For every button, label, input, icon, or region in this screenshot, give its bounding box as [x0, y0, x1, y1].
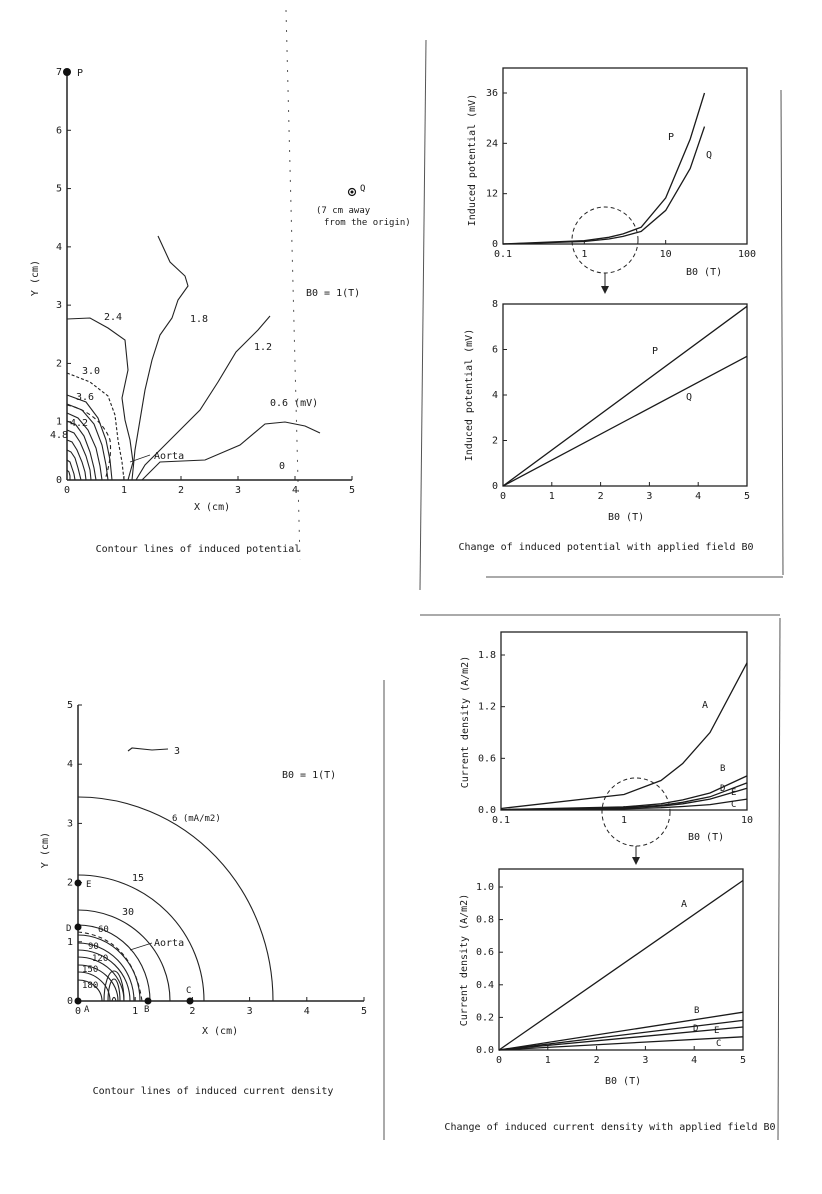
- c1-point-label-c: C: [186, 986, 192, 996]
- c1-ytick-label: 3: [66, 818, 73, 830]
- p3-caption: Change of induced potential with applied field B0: [458, 542, 754, 553]
- c1-xtick-label: 1: [132, 1006, 139, 1017]
- point-p-marker: [63, 68, 71, 76]
- contour-label-4-8: 4.8: [50, 430, 69, 441]
- contour-label-1-2: 1.2: [254, 342, 273, 353]
- p3-ytick-label: 2: [491, 435, 498, 447]
- p1-ytick-label: 4: [55, 241, 62, 253]
- p3-ytick-label: 4: [491, 390, 498, 401]
- series-line-q: [503, 356, 747, 486]
- series-line-a: [501, 663, 747, 809]
- c2-ytick-label: 0.0: [477, 805, 496, 816]
- p2-series-label-q: Q: [706, 150, 713, 161]
- c1-point-label-b: B: [144, 1005, 150, 1015]
- p1-ytick-label: 2: [55, 358, 62, 370]
- c2-ytick-label: 1.8: [477, 650, 496, 661]
- c2-y-label: Current density (A/m2): [460, 655, 471, 789]
- c2-xtick-label: 1: [620, 815, 628, 826]
- series-line-p: [503, 93, 705, 244]
- contour-label-1-8: 1.8: [190, 314, 209, 325]
- c1-xtick-label: 5: [360, 1006, 368, 1017]
- c1-point-c: [187, 998, 194, 1005]
- c2-label-d: D: [720, 784, 726, 794]
- point-q-label: Q: [360, 184, 366, 194]
- c3-xtick-label: 0: [495, 1055, 503, 1066]
- current-log-plot: [460, 632, 753, 865]
- p3-ytick-label: 8: [491, 299, 498, 310]
- p1-ytick-label: 1: [55, 416, 62, 428]
- p1-y-label: Y (cm): [30, 259, 41, 297]
- series-line-d: [501, 783, 747, 810]
- p3-ytick-label: 0: [491, 481, 498, 492]
- c1-field-label: B0 = 1(T): [282, 770, 337, 781]
- c3-ytick-label: 1.0: [475, 882, 494, 893]
- c1-point-label-e: E: [86, 880, 92, 890]
- point-q-dot: [351, 191, 354, 194]
- p3-series: [503, 306, 747, 486]
- c1-label-15: 15: [132, 873, 145, 884]
- p3-xtick-label: 1: [548, 491, 555, 502]
- p2-x-label: B0 (T): [686, 267, 723, 278]
- contour-label-2-4: 2.4: [104, 312, 123, 323]
- p1-xtick-label: 2: [177, 485, 185, 496]
- contour-label-0-6: 0.6 (mV): [270, 398, 319, 409]
- p1-ytick-label: 3: [55, 300, 62, 312]
- c3-ytick-label: 0.8: [475, 914, 494, 926]
- p1-xtick-label: 3: [234, 485, 242, 496]
- p3-y-label: Induced potential (mV): [464, 328, 475, 462]
- p3-series-label-p: P: [652, 346, 659, 357]
- c3-y-label: Current density (A/m2): [459, 893, 470, 1027]
- c3-x-label: B0 (T): [605, 1076, 642, 1087]
- c2-series: [501, 663, 747, 810]
- c3-ytick-label: 0.2: [475, 1012, 494, 1024]
- p1-xtick-label: 1: [120, 485, 128, 496]
- c1-label-120: 120: [92, 954, 109, 964]
- current-contour-plot: [40, 700, 367, 1097]
- c1-label-180: 180: [82, 981, 99, 991]
- c3-label-c: C: [716, 1039, 722, 1049]
- c3-xtick-label: 3: [642, 1055, 649, 1066]
- c3-label-b: B: [694, 1006, 700, 1016]
- c1-point-d: [75, 924, 82, 931]
- c1-point-b: [145, 998, 152, 1005]
- p1-field-label: B0 = 1(T): [306, 288, 361, 299]
- c3-series: [499, 881, 743, 1051]
- c1-label-150: 150: [82, 965, 99, 975]
- c3-label-d: D: [693, 1024, 699, 1034]
- p1-ytick-label: 6: [55, 125, 62, 137]
- c1-aorta-pointer: [130, 943, 152, 950]
- c1-label-90: 90: [88, 942, 99, 952]
- c2-xtick-label: 10: [740, 815, 754, 826]
- c3-xtick-label: 1: [544, 1055, 551, 1066]
- c3-label-e: E: [714, 1026, 720, 1036]
- p3-series-label-q: Q: [686, 392, 693, 403]
- p2-series-label-p: P: [668, 132, 675, 143]
- p1-xtick-label: 0: [63, 485, 71, 496]
- c2-frame: [501, 632, 747, 810]
- p2-xtick-label: 0.1: [493, 249, 513, 260]
- c1-point-label-a: A: [84, 1005, 90, 1015]
- aorta-label: Aorta: [154, 451, 185, 462]
- c1-ytick-label: 4: [66, 759, 73, 771]
- contour-label-4-2: 4.2: [70, 418, 89, 429]
- q-note-2: from the origin): [324, 218, 411, 228]
- p1-ticks: [56, 67, 355, 496]
- point-p-label: P: [77, 68, 84, 79]
- c1-ytick-label: 5: [66, 700, 73, 711]
- c1-x-label: X (cm): [202, 1026, 239, 1037]
- c1-y-label: Y (cm): [40, 831, 51, 869]
- p2-ytick-label: 36: [485, 88, 498, 99]
- c3-label-a: A: [681, 899, 688, 910]
- p2-zoom-arrowhead: [601, 286, 609, 294]
- c2-ticks: [478, 650, 753, 826]
- c2-zoom-arrowhead: [632, 857, 640, 865]
- c3-caption: Change of induced current density with applied field B0: [444, 1122, 776, 1133]
- c2-ytick-label: 1.2: [477, 701, 496, 713]
- p2-xtick-label: 1: [581, 249, 588, 260]
- c2-label-e: E: [731, 788, 737, 798]
- c1-point-label-d: D: [66, 924, 72, 934]
- c1-point-e: [75, 880, 82, 887]
- p3-xtick-label: 3: [646, 491, 653, 502]
- c1-xtick-label: 4: [303, 1006, 310, 1017]
- current-linear-plot: [444, 869, 775, 1133]
- p3-xtick-label: 4: [695, 491, 702, 502]
- c1-xtick-label: 3: [246, 1006, 253, 1017]
- c2-x-label: B0 (T): [688, 832, 725, 843]
- c1-ytick-label: 1: [66, 936, 73, 948]
- c2-xtick-label: 0.1: [491, 815, 511, 826]
- c2-label-c: C: [731, 800, 737, 810]
- c3-frame: [499, 869, 743, 1050]
- p1-x-label: X (cm): [194, 502, 231, 513]
- c2-label-a: A: [702, 700, 709, 711]
- c1-label-3: 3: [174, 746, 181, 757]
- p3-xtick-label: 5: [743, 491, 751, 502]
- frame-lines: [286, 10, 783, 1140]
- p3-ytick-label: 6: [491, 344, 498, 356]
- c1-ytick-label: 0: [66, 996, 73, 1007]
- contour-label-3-0: 3.0: [82, 366, 101, 377]
- potential-linear-plot: [458, 299, 753, 553]
- series-line-q: [503, 127, 705, 244]
- p2-ytick-label: 12: [485, 188, 498, 200]
- p1-ytick-label: 5: [55, 183, 62, 195]
- c3-ytick-label: 0.6: [475, 947, 494, 959]
- c1-caption: Contour lines of induced current density: [92, 1086, 334, 1097]
- c1-xtick-label: 2: [189, 1006, 196, 1017]
- series-line-p: [503, 306, 747, 486]
- c2-label-b: B: [720, 764, 726, 774]
- p1-caption: Contour lines of induced potential: [95, 544, 301, 555]
- c3-xtick-label: 2: [593, 1055, 600, 1066]
- p3-xtick-label: 0: [499, 491, 507, 502]
- p3-xtick-label: 2: [597, 491, 604, 502]
- p1-xtick-label: 4: [291, 485, 299, 496]
- potential-contour-plot: [30, 67, 411, 555]
- p1-xtick-label: 5: [348, 485, 356, 496]
- c1-ytick-label: 2: [66, 877, 73, 889]
- c1-point-a: [75, 998, 82, 1005]
- c1-aorta-label: Aorta: [154, 938, 185, 949]
- p2-ytick-label: 24: [485, 138, 498, 150]
- p1-ytick-label: 7: [55, 67, 62, 78]
- c3-ytick-label: 0.0: [475, 1045, 494, 1056]
- c1-xtick-label: 0: [74, 1006, 82, 1017]
- p1-contours: [67, 236, 320, 480]
- c3-xtick-label: 4: [691, 1055, 698, 1066]
- c2-zoom-circle: [602, 778, 670, 846]
- p2-y-label: Induced potential (mV): [467, 93, 478, 227]
- p2-series: [503, 93, 705, 244]
- p1-ytick-label: 0: [55, 475, 62, 486]
- c3-xtick-label: 5: [739, 1055, 747, 1066]
- contour-label-3-6: 3.6: [76, 392, 95, 403]
- p2-ytick-label: 0: [491, 239, 498, 250]
- c1-label-6: 6 (mA/m2): [172, 814, 221, 824]
- c1-label-60: 60: [98, 925, 109, 935]
- c1-label-30: 30: [122, 907, 135, 918]
- p3-x-label: B0 (T): [608, 512, 645, 523]
- p2-xtick-label: 100: [737, 249, 757, 260]
- q-note-1: (7 cm away: [316, 206, 371, 216]
- contour-label-0: 0: [279, 461, 286, 472]
- c2-ytick-label: 0.6: [477, 753, 496, 765]
- potential-log-plot: [467, 68, 756, 294]
- p2-xtick-label: 10: [659, 249, 672, 260]
- c3-ytick-label: 0.4: [475, 979, 494, 991]
